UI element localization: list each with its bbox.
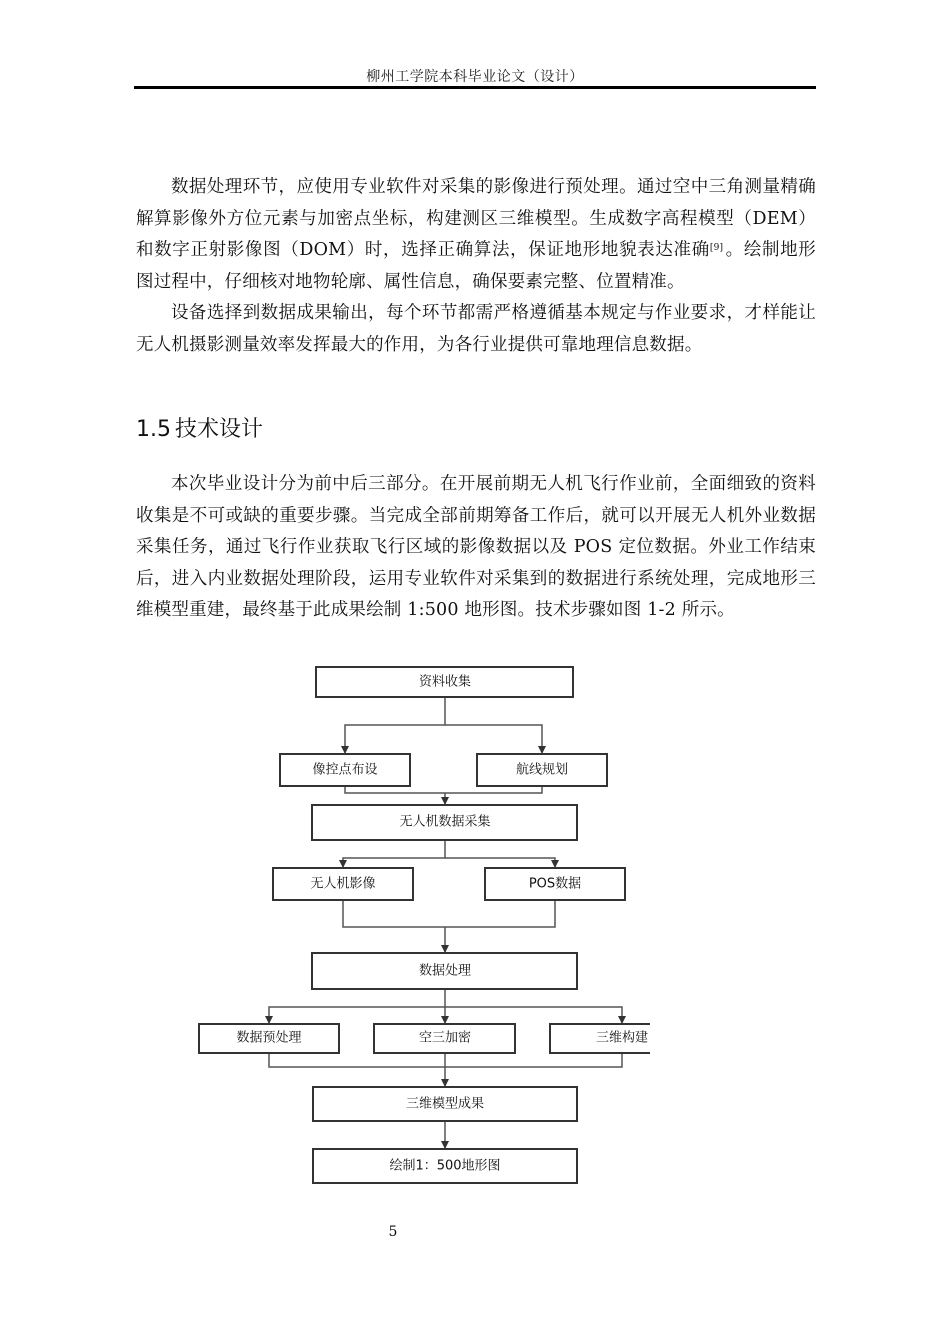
header-rule xyxy=(134,86,816,89)
connector-collect-split xyxy=(345,697,445,753)
connector-collect-route xyxy=(445,725,542,753)
step-route-planning-label: 航线规划 xyxy=(515,762,569,778)
step-draw-map-label: 绘制1：500地形图 xyxy=(389,1158,501,1174)
citation-ref[interactable]: [9] xyxy=(709,243,724,253)
connector-merge-model xyxy=(269,1053,622,1086)
section-number: 1.5 xyxy=(136,417,171,442)
step-model-result-label: 三维模型成果 xyxy=(405,1096,485,1112)
step-processing-label: 数据处理 xyxy=(418,963,472,979)
section-heading xyxy=(136,412,263,443)
step-pos-data-label: POS数据 xyxy=(528,876,582,892)
body-text-design xyxy=(136,469,816,627)
connector-capture-split xyxy=(343,840,445,867)
step-collect-label: 资料收集 xyxy=(418,674,472,690)
connector-merge-processing xyxy=(343,900,555,952)
connector-capture-pos xyxy=(445,858,555,867)
paragraph-technical-design: 本次毕业设计分为前中后三部分。在开展前期无人机飞行作业前，全面细致的资料收集是不可或缺的重要步骤。当完成全部前期筹备工作后，就可以开展无人机外业数据采集任务，通过飞行作业获取飞行区域的影像数据以及 POS 定位数据。外业工作结束后，进入内业数据处理阶段，运用专业软件对采集到的数据进行系统处理，完成地形三维模型重建，最终基于此成果绘制 1:500 地形图。技术步骤如图 1-2 所示。 xyxy=(136,474,816,620)
step-control-points-label: 像控点布设 xyxy=(312,762,378,778)
connector-processing-split xyxy=(269,989,445,1023)
connector-merge-capture xyxy=(345,786,542,804)
paragraph-data-processing: 数据处理环节，应使用专业软件对采集的影像进行预处理。通过空中三角测量精确解算影像外方位元素与加密点坐标，构建测区三维模型。生成数字高程模型（DEM）和数字正射影像图（DOM）时，选择正确算法，保证地形地貌表达准确[9] 。绘制地形图过程中，仔细核对地物轮廓、属性信息，确保要素完整、位置精准。 xyxy=(136,177,816,292)
step-aerotriangulation-label: 空三加密 xyxy=(418,1030,472,1046)
step-uav-capture-label: 无人机数据采集 xyxy=(399,814,491,830)
step-uav-images-label: 无人机影像 xyxy=(310,876,376,892)
running-header: 柳州工学院本科毕业论文（设计） xyxy=(366,69,584,85)
technical-flowchart xyxy=(190,655,650,1195)
body-text-top xyxy=(136,172,816,361)
step-preprocess-label: 数据预处理 xyxy=(236,1030,302,1046)
connector-processing-3d xyxy=(445,1007,622,1023)
paragraph-workflow-summary: 设备选择到数据成果输出，每个环节都需严格遵循基本规定与作业要求，才样能让无人机摄影测量效率发挥最大的作用，为各行业提供可靠地理信息数据。 xyxy=(136,303,816,355)
page-number: 5 xyxy=(388,1224,398,1240)
step-reconstruction-label: 三维构建 xyxy=(595,1030,649,1046)
section-title: 技术设计 xyxy=(175,417,264,442)
